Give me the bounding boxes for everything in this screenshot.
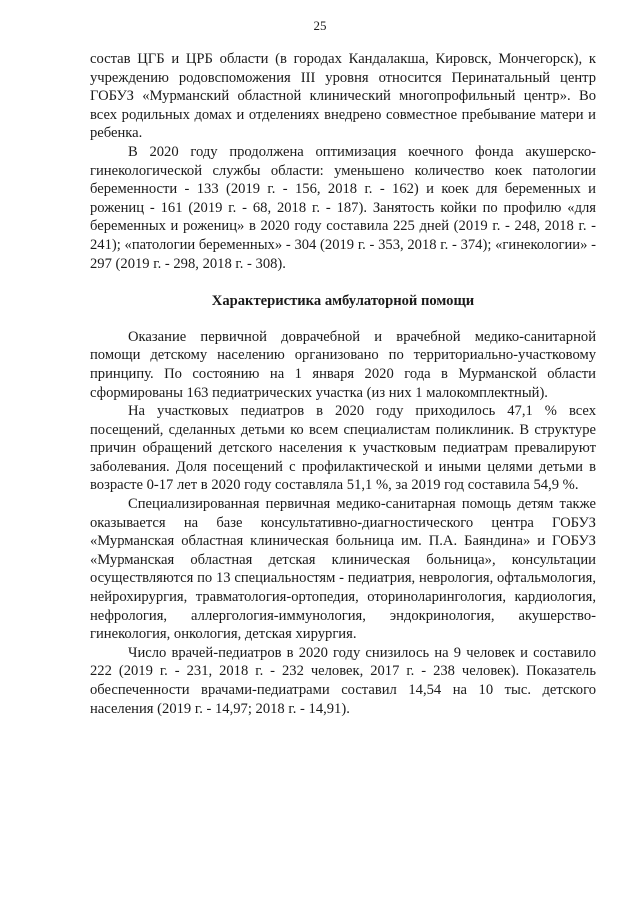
paragraph-pediatricians-count: Число врачей-педиатров в 2020 году снизилось на 9 человек и составило 222 (2019 г. - 231, 2018 г. - 232 человек, 2017 г. - 238 человек). Показатель обеспеченности врачами-педиатрами составил 14,54 на 10 тыс. детского населения (2019 г. - 14,97; 2018 г. - 14,91).: [90, 644, 596, 717]
paragraph-specialized-care: Специализированная первичная медико-санитарная помощь детям также оказывается на базе консультативно-диагностического центра ГОБУЗ «Мурманская областная клиническая больница им. П.А. Баяндина» и ГОБУЗ «Мурманская областная детская клиническая больница», консультации осуществляются по 13 специальностям - педиатрия, неврология, офтальмология, нейрохирургия, травматология-ортопедия, оториноларингология, кардиология, нефрология, аллергология-иммунология, эндокринология, акушерство-гинекология, онкология, детская хирургия.: [90, 496, 596, 643]
paragraph-continuation: состав ЦГБ и ЦРБ области (в городах Кандалакша, Кировск, Мончегорск), к учреждению родовспоможения III уровня относится Перинатальный центр ГОБУЗ «Мурманский областной клинический многопрофильный центр». Во всех родильных домах и отделениях внедрено совместное пребывание матери и ребенка.: [90, 51, 596, 142]
paragraph-bed-fund: В 2020 году продолжена оптимизация коечного фонда акушерско-гинекологической службы области: уменьшено количество коек патологии беременности - 133 (2019 г. - 156, 2018 г. - 162) и коек для беременных и рожениц - 161 (2019 г. - 68, 2018 г. - 187). Занятость койки по профилю «для беременных и рожениц» в 2020 году составила 225 дней (2019 г. - 248, 2018 г. - 241); «патологии беременных» - 304 (2019 г. - 353, 2018 г. - 374); «гинекологии» - 297 (2019 г. - 298, 2018 г. - 308).: [90, 143, 596, 272]
document-body: [90, 50, 596, 718]
page-number: 25: [313, 18, 327, 33]
section-heading: Характеристика амбулаторной помощи: [211, 293, 475, 310]
paragraph-primary-care: Оказание первичной доврачебной и врачебной медико-санитарной помощи детскому населению организовано по территориально-участковому принципу. По состоянию на 1 января 2020 года в Мурманской области сформированы 163 педиатрических участка (из них 1 малокомплектный).: [90, 328, 596, 401]
paragraph-pediatric-visits: На участковых педиатров в 2020 году приходилось 47,1 % всех посещений, сделанных детьми ко всем специалистам поликлиник. В структуре причин обращений детского населения к участковым педиатрам превалируют заболевания. Доля посещений с профилактической и иными целями детьми в возрасте 0-17 лет в 2020 году составляла 51,1 %, за 2019 год составила 54,9 %.: [90, 403, 596, 494]
